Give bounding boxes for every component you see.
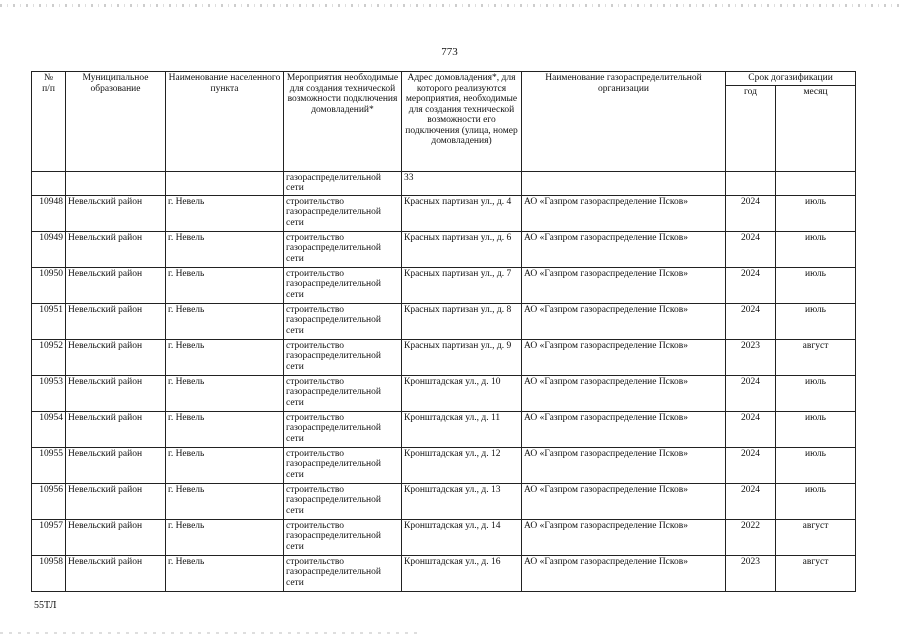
cell-num: 10950 bbox=[32, 267, 66, 303]
cell-address: Красных партизан ул., д. 8 bbox=[402, 303, 522, 339]
cell-year: 2024 bbox=[726, 411, 776, 447]
header-term: Срок догазификации bbox=[726, 72, 856, 86]
cell-year: 2023 bbox=[726, 555, 776, 591]
cell-num: 10949 bbox=[32, 231, 66, 267]
cell-year: 2024 bbox=[726, 375, 776, 411]
cell-measure: строительство газораспределительной сети bbox=[284, 411, 402, 447]
cell-address: Кронштадская ул., д. 10 bbox=[402, 375, 522, 411]
page-number: 773 bbox=[441, 46, 458, 58]
cell-month: август bbox=[776, 519, 856, 555]
cell-settlement: г. Невель bbox=[166, 231, 284, 267]
cell-organization: АО «Газпром газораспределение Псков» bbox=[522, 555, 726, 591]
cell-measure: строительство газораспределительной сети bbox=[284, 195, 402, 231]
cell-municipality: Невельский район bbox=[66, 303, 166, 339]
cell-month bbox=[776, 171, 856, 195]
cell-municipality: Невельский район bbox=[66, 231, 166, 267]
cell-measure: строительство газораспределительной сети bbox=[284, 267, 402, 303]
cell-measure: строительство газораспределительной сети bbox=[284, 447, 402, 483]
cell-settlement bbox=[166, 171, 284, 195]
cell-address: Красных партизан ул., д. 9 bbox=[402, 339, 522, 375]
table-row bbox=[32, 447, 856, 483]
cell-num: 10952 bbox=[32, 339, 66, 375]
table-row bbox=[32, 231, 856, 267]
cell-year: 2022 bbox=[726, 519, 776, 555]
cell-month: июль bbox=[776, 195, 856, 231]
scan-noise-top bbox=[0, 4, 899, 7]
cell-settlement: г. Невель bbox=[166, 483, 284, 519]
cell-settlement: г. Невель bbox=[166, 267, 284, 303]
cell-year bbox=[726, 171, 776, 195]
cell-month: июль bbox=[776, 447, 856, 483]
cell-municipality: Невельский район bbox=[66, 519, 166, 555]
header-month: месяц bbox=[776, 85, 856, 171]
cell-municipality: Невельский район bbox=[66, 555, 166, 591]
continuation-row bbox=[32, 171, 856, 195]
cell-year: 2024 bbox=[726, 303, 776, 339]
header-settlement: Наименование населенного пункта bbox=[166, 72, 284, 172]
cell-month: август bbox=[776, 555, 856, 591]
cell-month: июль bbox=[776, 375, 856, 411]
cell-organization: АО «Газпром газораспределение Псков» bbox=[522, 375, 726, 411]
table-row bbox=[32, 267, 856, 303]
scan-noise-bottom bbox=[0, 632, 420, 634]
cell-address: Красных партизан ул., д. 4 bbox=[402, 195, 522, 231]
cell-address: Кронштадская ул., д. 16 bbox=[402, 555, 522, 591]
cell-settlement: г. Невель bbox=[166, 375, 284, 411]
gasification-table bbox=[31, 71, 856, 592]
cell-address: 33 bbox=[402, 171, 522, 195]
cell-measure: строительство газораспределительной сети bbox=[284, 303, 402, 339]
header-year: год bbox=[726, 85, 776, 171]
cell-measure: строительство газораспределительной сети bbox=[284, 555, 402, 591]
cell-organization: АО «Газпром газораспределение Псков» bbox=[522, 519, 726, 555]
cell-measure: строительство газораспределительной сети bbox=[284, 339, 402, 375]
cell-settlement: г. Невель bbox=[166, 303, 284, 339]
cell-year: 2024 bbox=[726, 447, 776, 483]
cell-month: июль bbox=[776, 483, 856, 519]
header-municipality: Муниципальное образование bbox=[66, 72, 166, 172]
cell-settlement: г. Невель bbox=[166, 555, 284, 591]
cell-settlement: г. Невель bbox=[166, 447, 284, 483]
cell-municipality: Невельский район bbox=[66, 339, 166, 375]
cell-organization: АО «Газпром газораспределение Псков» bbox=[522, 411, 726, 447]
cell-organization: АО «Газпром газораспределение Псков» bbox=[522, 267, 726, 303]
table-row bbox=[32, 339, 856, 375]
table-row bbox=[32, 519, 856, 555]
cell-month: июль bbox=[776, 411, 856, 447]
header-organization: Наименование газораспределительной организации bbox=[522, 72, 726, 172]
cell-num bbox=[32, 171, 66, 195]
cell-num: 10957 bbox=[32, 519, 66, 555]
cell-month: август bbox=[776, 339, 856, 375]
table-row bbox=[32, 303, 856, 339]
cell-num: 10948 bbox=[32, 195, 66, 231]
cell-address: Кронштадская ул., д. 11 bbox=[402, 411, 522, 447]
cell-municipality: Невельский район bbox=[66, 267, 166, 303]
header-num: № п/п bbox=[32, 72, 66, 172]
cell-organization: АО «Газпром газораспределение Псков» bbox=[522, 447, 726, 483]
cell-year: 2024 bbox=[726, 231, 776, 267]
cell-num: 10951 bbox=[32, 303, 66, 339]
cell-address: Кронштадская ул., д. 12 bbox=[402, 447, 522, 483]
cell-month: июль bbox=[776, 267, 856, 303]
cell-year: 2023 bbox=[726, 339, 776, 375]
cell-measure: строительство газораспределительной сети bbox=[284, 519, 402, 555]
cell-organization: АО «Газпром газораспределение Псков» bbox=[522, 195, 726, 231]
cell-organization: АО «Газпром газораспределение Псков» bbox=[522, 339, 726, 375]
cell-settlement: г. Невель bbox=[166, 339, 284, 375]
cell-measure: газораспределительной сети bbox=[284, 171, 402, 195]
cell-organization: АО «Газпром газораспределение Псков» bbox=[522, 231, 726, 267]
cell-municipality bbox=[66, 171, 166, 195]
cell-num: 10958 bbox=[32, 555, 66, 591]
cell-organization: АО «Газпром газораспределение Псков» bbox=[522, 483, 726, 519]
cell-num: 10953 bbox=[32, 375, 66, 411]
cell-address: Кронштадская ул., д. 14 bbox=[402, 519, 522, 555]
cell-address: Кронштадская ул., д. 13 bbox=[402, 483, 522, 519]
cell-settlement: г. Невель bbox=[166, 411, 284, 447]
cell-municipality: Невельский район bbox=[66, 375, 166, 411]
cell-settlement: г. Невель bbox=[166, 519, 284, 555]
cell-measure: строительство газораспределительной сети bbox=[284, 483, 402, 519]
table-row bbox=[32, 483, 856, 519]
cell-address: Красных партизан ул., д. 6 bbox=[402, 231, 522, 267]
cell-num: 10954 bbox=[32, 411, 66, 447]
table-row bbox=[32, 411, 856, 447]
header-measures: Мероприятия необходимые для создания технической возможности подключения домовладений* bbox=[284, 72, 402, 172]
header-address: Адрес домовладения*, для которого реализуются мероприятия, необходимые для создания технической возможности его подключения (улица, номер домовладения) bbox=[402, 72, 522, 172]
cell-organization: АО «Газпром газораспределение Псков» bbox=[522, 303, 726, 339]
footer-code: 55ТЛ bbox=[34, 600, 57, 611]
cell-year: 2024 bbox=[726, 267, 776, 303]
table-row bbox=[32, 195, 856, 231]
cell-address: Красных партизан ул., д. 7 bbox=[402, 267, 522, 303]
table-row bbox=[32, 555, 856, 591]
cell-organization bbox=[522, 171, 726, 195]
table-row bbox=[32, 375, 856, 411]
cell-year: 2024 bbox=[726, 195, 776, 231]
cell-num: 10956 bbox=[32, 483, 66, 519]
cell-month: июль bbox=[776, 231, 856, 267]
cell-num: 10955 bbox=[32, 447, 66, 483]
cell-month: июль bbox=[776, 303, 856, 339]
cell-year: 2024 bbox=[726, 483, 776, 519]
cell-municipality: Невельский район bbox=[66, 483, 166, 519]
cell-settlement: г. Невель bbox=[166, 195, 284, 231]
cell-measure: строительство газораспределительной сети bbox=[284, 231, 402, 267]
cell-municipality: Невельский район bbox=[66, 447, 166, 483]
cell-municipality: Невельский район bbox=[66, 195, 166, 231]
cell-municipality: Невельский район bbox=[66, 411, 166, 447]
cell-measure: строительство газораспределительной сети bbox=[284, 375, 402, 411]
